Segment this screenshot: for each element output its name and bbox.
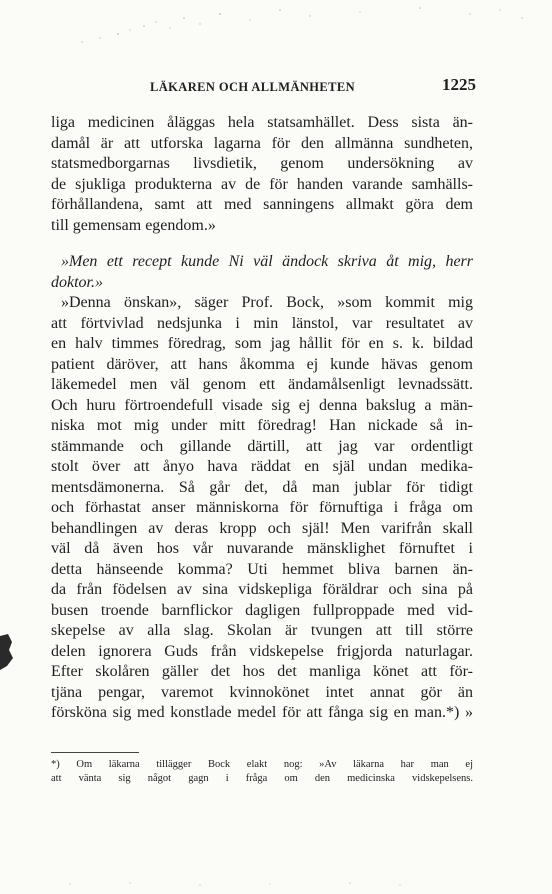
text-line: läkemedel men väl genom ett ändamålsenligt levnadssätt.: [51, 376, 473, 393]
binding-edge-mark: [0, 632, 14, 672]
text-line: försköna sig med konstlade medel för att fånga sig en man.*) »: [51, 704, 473, 721]
page-number: 1225: [442, 75, 476, 94]
text-line: förhållandena, samt att med sanningens allmakt göra dem: [51, 196, 473, 213]
text-line: stolt över att ånyo hava räddat en själ undan medika-: [51, 458, 473, 475]
text-line: och förhastat anser människorna för förnuftiga i fråga om: [51, 499, 473, 516]
footnote: [51, 758, 473, 786]
running-header-title: LÄKAREN OCH ALLMÄNHETEN: [150, 80, 356, 94]
text-line: Efter skolåren gäller det hos det manliga könet att för-: [51, 663, 473, 680]
text-line: patient däröver, att hans åkomma ej kunde hävas genom: [51, 355, 473, 373]
text-line: att förtvivlad nedsjunka i min länstol, var resultatet av: [51, 314, 473, 332]
text-line: detta hänseende komma? Uti hemmet bliva barnen än-: [51, 560, 473, 578]
text-line: mentsdämonerna. Så går det, då man jublar för tidigt: [51, 478, 473, 496]
footnote-line: att vänta sig något gagn i fråga om den medicinska vidskepelsens.: [51, 773, 473, 784]
footnote-rule: [51, 752, 139, 753]
footnote-line: *) Om läkarna tillägger Bock elakt nog: »Av läkarna har man ej: [51, 759, 473, 770]
text-line: statsmedborgarnas livsdietik, genom undersökning av: [51, 155, 473, 172]
text-line: väl då även hos vår nuvarande mänsklighet förnuftet i: [51, 540, 473, 557]
paragraph-1: [51, 113, 473, 236]
text-line: behandlingen av deras kropp och själ! Men varifrån skall: [51, 519, 473, 537]
text-line: niska mot mig under mitt föredrag! Han nickade så in-: [51, 417, 473, 434]
text-line: tjäna pengar, varemot kvinnokönet intet annat gör än: [51, 683, 473, 701]
main-text: [51, 113, 473, 724]
text-line: skepelse av alla slag. Skolan är tvungen att till större: [51, 622, 473, 639]
italic-quote: [51, 252, 473, 293]
text-line: liga medicinen åläggas hela statsamhället. Dess sista än-: [51, 114, 473, 131]
paper-speckles: [60, 0, 540, 60]
text-line: en halv timmes föredrag, som jag hållit för en s. k. bildad: [51, 335, 473, 352]
paragraph-spacer: [51, 236, 473, 252]
text-line: damål är att utforska lagarna för den allmänna sundheten,: [51, 134, 473, 152]
text-line: Och huru förtroendefull visade sig ej denna bakslug a män-: [51, 396, 473, 414]
text-line: busen troende barnflickor dagligen fullproppade med vid-: [51, 601, 473, 619]
text-line: delen ignorera Guds från vidskepelse frigjorda naturlagar.: [51, 642, 473, 660]
text-line: doktor.»: [51, 273, 103, 291]
text-line: da från födelsen av sina vidskepliga föräldrar och sina på: [51, 581, 473, 598]
text-line: stämmande och gillande därtill, att jag var ordentligt: [51, 437, 473, 455]
text-line: de sjukliga produkterna av de för handen varande samhälls-: [51, 175, 473, 193]
paragraph-2: [51, 293, 473, 724]
text-line: till gemensam egendom.»: [51, 216, 216, 234]
text-line: »Denna önskan», säger Prof. Bock, »som kommit mig: [61, 294, 473, 311]
paper-smudge: [60, 880, 420, 888]
text-line: »Men ett recept kunde Ni väl ändock skriva åt mig, herr: [61, 253, 473, 270]
